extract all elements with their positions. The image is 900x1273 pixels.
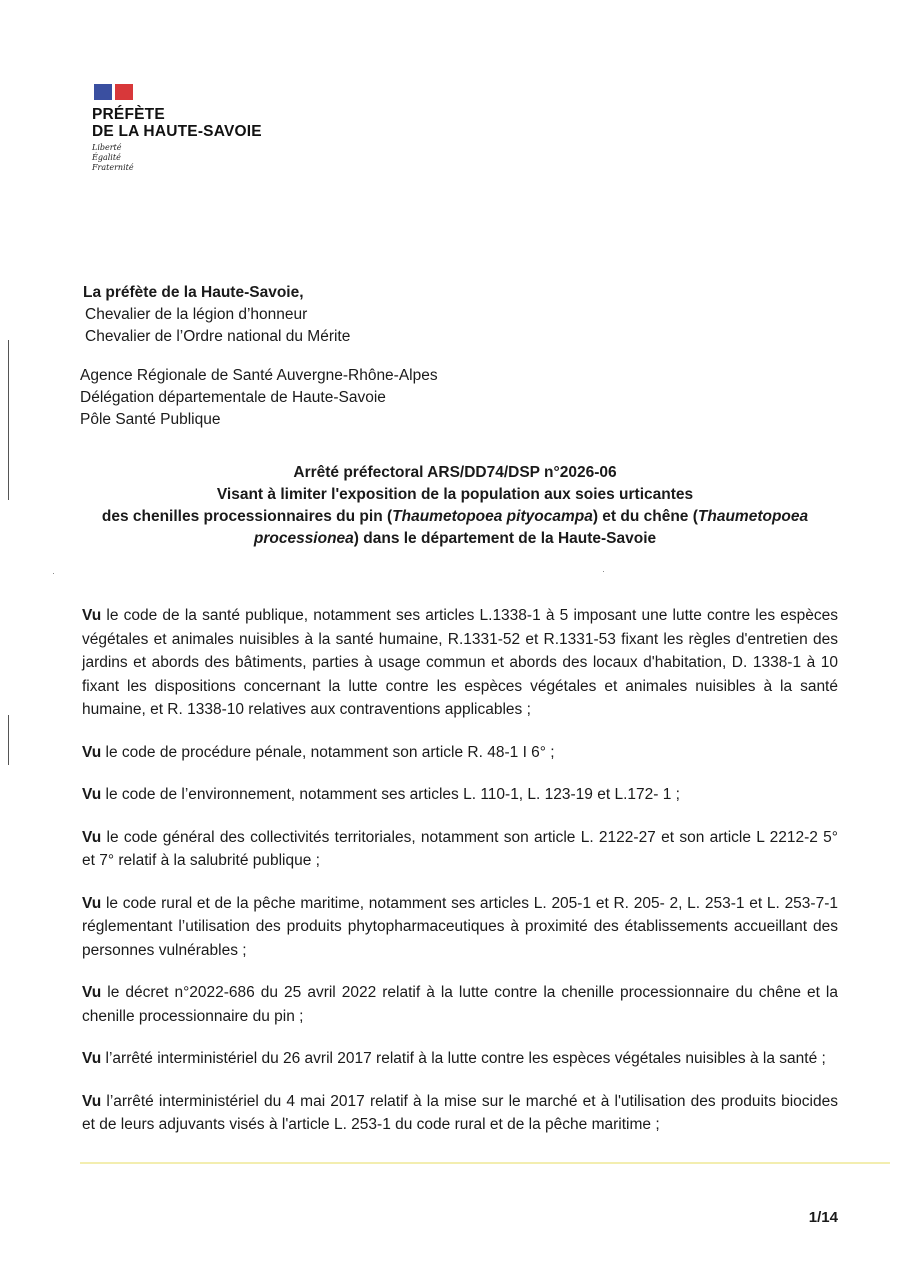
consideration-item: Vu le code de la santé publique, notamment ses articles L.1338-1 à 5 imposant une lutte contre les espèces végétales et animales nuisibles à la santé humaine, R.1331-52 et R.1331-53 fixant les règles d'entretien des jardins et abords des bâtiments, parties à usage commun et abords des locaux d'habitation, D. 1338-1 à 10 fixant les dispositions concernant la lutte contre les espèces végétales et animales nuisibles à la santé humaine, et R. 1338-10 relatives aux contraventions applicables ; <box>82 607 838 718</box>
consideration-item: Vu l’arrêté interministériel du 26 avril 2017 relatif à la lutte contre les espèces végétales nuisibles à la santé ; <box>82 1050 826 1067</box>
prefecture-name: PRÉFÈTE DE LA HAUTE-SAVOIE <box>92 106 262 140</box>
consideration-item: Vu le décret n°2022-686 du 25 avril 2022 relatif à la lutte contre la chenille processionnaire du chêne et la chenille processionnaire du pin ; <box>82 984 838 1025</box>
considerations-list <box>82 604 838 1156</box>
signatory-name: La préfète de la Haute-Savoie, <box>83 284 304 301</box>
republic-flag-icon <box>94 84 262 100</box>
decree-subject: Visant à limiter l'exposition de la population aux soies urticantes <box>216 486 694 503</box>
scan-highlight-line <box>80 1162 890 1164</box>
scan-speck: · <box>52 568 55 578</box>
agency-line: Délégation départementale de Haute-Savoie <box>80 389 386 406</box>
decree-subject-species: des chenilles processionnaires du pin (Thaumetopoea pityocampa) et du chêne (Thaumetopoea processionea) dans le département de la Haute-Savoie <box>101 508 809 547</box>
agency-block <box>80 365 438 431</box>
decree-title <box>90 462 820 550</box>
consideration-item: Vu le code général des collectivités territoriales, notamment son article L. 2122-27 et son article L 2212-2 5° et 7° relatif à la salubrité publique ; <box>82 828 838 869</box>
agency-line: Agence Régionale de Santé Auvergne-Rhône-Alpes <box>80 367 438 384</box>
agency-line: Pôle Santé Publique <box>80 411 221 428</box>
signatory-title: Chevalier de l’Ordre national du Mérite <box>85 328 351 345</box>
republic-motto: Liberté Égalité Fraternité <box>92 143 134 172</box>
prefecture-logo <box>92 84 262 173</box>
scan-speck: · <box>602 566 605 576</box>
consideration-item: Vu le code de procédure pénale, notamment son article R. 48-1 I 6° ; <box>82 743 555 761</box>
consideration-item: Vu l’arrêté interministériel du 4 mai 2017 relatif à la mise sur le marché et à l'utilisation des produits biocides et de leurs adjuvants visés à l'article L. 253-1 du code rural et de la pêche maritime ; <box>82 1092 838 1133</box>
consideration-item: Vu le code de l’environnement, notamment ses articles L. 110-1, L. 123-19 et L.172- 1 ; <box>82 786 680 803</box>
signatory-block <box>83 282 350 348</box>
scan-margin-mark <box>8 715 9 765</box>
consideration-item: Vu le code rural et de la pêche maritime, notamment ses articles L. 205-1 et R. 205- 2, L. 253-1 et L. 253-7-1 réglementant l’utilisation des produits phytopharmaceutiques à proximité des établissements accueillant des personnes vulnérables ; <box>82 894 838 959</box>
signatory-title: Chevalier de la légion d’honneur <box>85 306 308 323</box>
page-number: 1/14 <box>808 1209 838 1226</box>
scan-margin-mark <box>8 340 9 500</box>
decree-reference: Arrêté préfectoral ARS/DD74/DSP n°2026-06 <box>293 464 617 481</box>
